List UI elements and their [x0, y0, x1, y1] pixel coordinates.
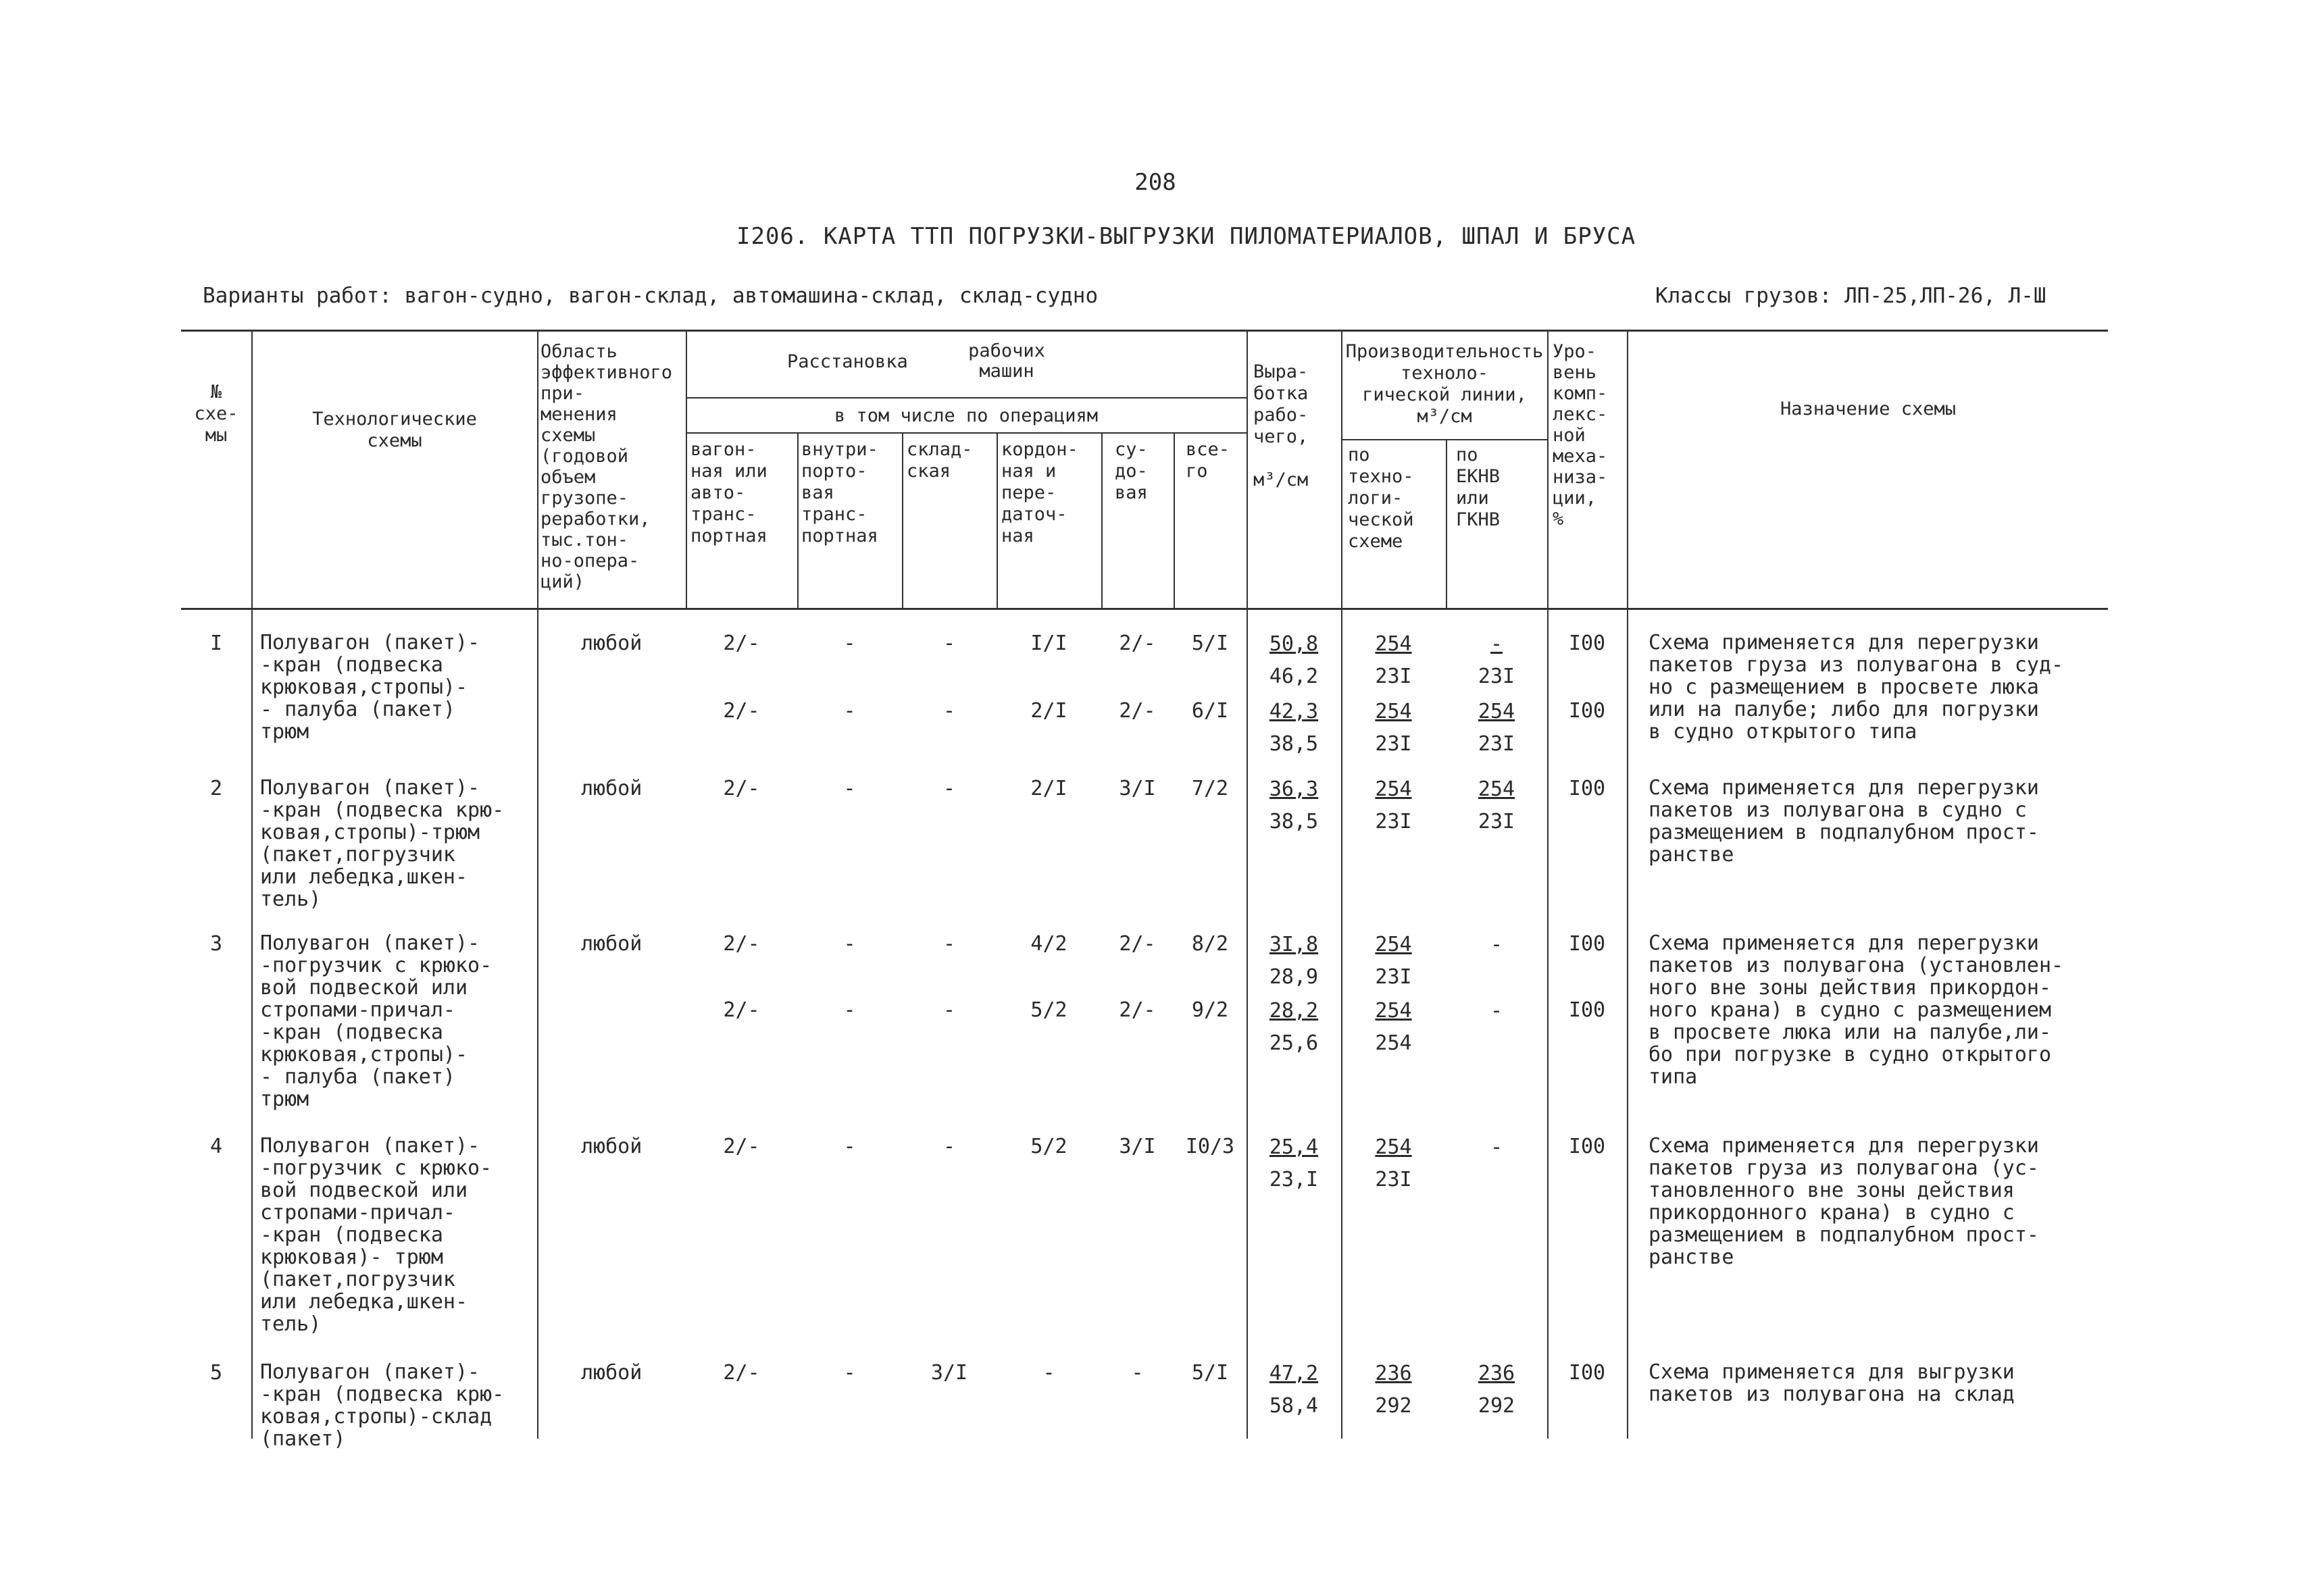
- scheme-description: Полувагон (пакет)- -кран (подвеска крю- ковая,стропы)-склад (пакет): [260, 1360, 505, 1451]
- cargo-classes: Классы грузов: ЛП-25,ЛП-26, Л-Ш: [1655, 284, 2046, 308]
- productivity-ekhv: 254 23I: [1478, 777, 1515, 833]
- mech-level: I00: [1568, 777, 1606, 800]
- header-subrule: [686, 432, 1247, 434]
- header-prod-ekhv: по ЕКНВ или ГКНВ: [1456, 444, 1501, 530]
- op-warehouse: -: [942, 632, 956, 655]
- op-port: -: [843, 777, 856, 800]
- output-value: 3I,8 28,9: [1269, 933, 1319, 989]
- op-total: 9/2: [1191, 998, 1229, 1022]
- header-placement: Расстановка: [787, 351, 908, 372]
- op-ship: 2/-: [1119, 699, 1156, 723]
- mech-level: I00: [1568, 699, 1606, 723]
- output-value: 50,8 46,2: [1269, 632, 1319, 688]
- productivity-ekhv: -: [1490, 933, 1503, 956]
- header-area: Область эффективного при- менения схемы (годовой объем грузопе- реработки, тыс.тон- но-опера- ций): [540, 341, 673, 592]
- header-op-warehouse: склад- ская: [907, 439, 973, 482]
- column-divider: [797, 432, 799, 608]
- column-divider: [902, 432, 903, 608]
- row-number: 2: [209, 777, 223, 800]
- header-op-total: все- го: [1186, 439, 1230, 482]
- column-divider: [686, 331, 687, 608]
- op-wagon: 2/-: [723, 699, 760, 723]
- area-value: любой: [581, 932, 643, 956]
- scheme-description: Полувагон (пакет)- -кран (подвеска крю- ковая,стропы)-трюм (пакет,погрузчик или лебедка,шкен- тель): [260, 776, 505, 911]
- column-divider: [537, 331, 538, 1439]
- column-divider: [1627, 331, 1628, 1439]
- mech-level: I00: [1568, 998, 1606, 1022]
- header-output: Выра- ботка рабо- чего, м³/см: [1253, 361, 1309, 490]
- op-berth: -: [1042, 1361, 1055, 1385]
- row-number: 5: [209, 1361, 223, 1385]
- productivity-ekhv: - 23I: [1478, 632, 1515, 688]
- purpose-text: Схема применяется для перегрузки пакетов из полувагона в судно с размещением в подпалубном прост- ранстве: [1649, 776, 2039, 867]
- productivity-ekhv: 236 292: [1478, 1362, 1515, 1418]
- row-number: 4: [209, 1135, 223, 1158]
- row-number: I: [209, 632, 223, 655]
- column-divider: [251, 331, 253, 1439]
- header-placement-sub: рабочих машин: [968, 340, 1045, 382]
- output-value: 28,2 25,6: [1269, 999, 1319, 1055]
- op-berth: 2/I: [1030, 699, 1067, 723]
- op-wagon: 2/-: [723, 998, 760, 1022]
- header-scheme-no: № схе- мы: [194, 382, 238, 446]
- mech-level: I00: [1568, 932, 1606, 956]
- header-productivity: Производительность техноло- гической линии, м³/см: [1345, 341, 1544, 427]
- mech-level: I00: [1568, 632, 1606, 655]
- productivity-scheme: 254 23I: [1375, 632, 1412, 688]
- op-berth: 4/2: [1030, 932, 1067, 956]
- op-total: I0/3: [1185, 1135, 1235, 1158]
- op-warehouse: -: [942, 1135, 956, 1158]
- op-warehouse: -: [942, 932, 956, 956]
- op-berth: 5/2: [1030, 998, 1067, 1022]
- purpose-text: Схема применяется для перегрузки пакетов груза из полувагона (ус- тановленного вне зоны действия прикордонного крана) в судно с размещением в подпалубном прост- ранстве: [1649, 1134, 2039, 1269]
- op-port: -: [843, 632, 856, 655]
- column-divider: [997, 432, 998, 608]
- scheme-description: Полувагон (пакет)- -погрузчик с крюко- вой подвеской или стропами-причал- -кран (подвеска крюковая)- трюм (пакет,погрузчик или лебедка,шкен- тель): [260, 1134, 493, 1336]
- op-wagon: 2/-: [723, 1361, 760, 1385]
- area-value: любой: [581, 1361, 643, 1385]
- output-value: 42,3 38,5: [1269, 700, 1319, 756]
- op-ship: 2/-: [1119, 998, 1156, 1022]
- header-subrule: [686, 397, 1247, 398]
- column-divider: [1341, 331, 1342, 1439]
- area-value: любой: [581, 777, 643, 800]
- productivity-ekhv: 254 23I: [1478, 700, 1515, 756]
- mech-level: I00: [1568, 1135, 1606, 1158]
- purpose-text: Схема применяется для перегрузки пакетов из полувагона (установлен- ного вне зоны действия прикордон- ного крана) в судно с размещением в просвете люка или на палубе,ли- бо при погрузке в судно открытого типа: [1649, 931, 2064, 1089]
- op-ship: 2/-: [1119, 632, 1156, 655]
- productivity-ekhv: -: [1490, 1135, 1503, 1159]
- column-divider: [1446, 439, 1447, 608]
- op-berth: 2/I: [1030, 777, 1067, 800]
- header-op-wagon: вагон- ная или авто- транс- портная: [690, 439, 768, 546]
- op-wagon: 2/-: [723, 632, 760, 655]
- productivity-scheme: 254 23I: [1375, 1135, 1412, 1191]
- productivity-scheme: 254 254: [1375, 999, 1412, 1055]
- scheme-description: Полувагон (пакет)- -погрузчик с крюко- вой подвеской или стропами-причал- -кран (подвеска крюковая,стропы)- - палуба (пакет) трюм: [260, 931, 493, 1111]
- header-prod-scheme: по техно- логи- ческой схеме: [1348, 444, 1414, 552]
- header-subrule: [1341, 439, 1547, 440]
- output-value: 25,4 23,I: [1269, 1135, 1319, 1191]
- op-warehouse: 3/I: [930, 1361, 968, 1385]
- column-divider: [1547, 331, 1549, 1439]
- output-value: 47,2 58,4: [1269, 1362, 1319, 1418]
- op-ship: 3/I: [1119, 1135, 1156, 1158]
- header-mech-level: Уро- вень комп- лекс- ной меха- низа- ции, %: [1553, 341, 1608, 530]
- document-title: I206. КАРТА ТТП ПОГРУЗКИ-ВЫГРУЗКИ ПИЛОМАТЕРИАЛОВ, ШПАЛ И БРУСА: [736, 223, 1636, 250]
- op-port: -: [843, 932, 856, 956]
- column-divider: [1101, 432, 1103, 608]
- area-value: любой: [581, 1135, 643, 1158]
- op-port: -: [843, 1135, 856, 1158]
- work-variants: Варианты работ: вагон-судно, вагон-склад, автомашина-склад, склад-судно: [203, 284, 1099, 308]
- op-ship: 2/-: [1119, 932, 1156, 956]
- op-ship: -: [1131, 1361, 1144, 1385]
- op-port: -: [843, 699, 856, 723]
- page-number: 208: [1134, 169, 1176, 196]
- header-incl-ops: в том числе по операциям: [834, 405, 1099, 426]
- column-divider: [1174, 432, 1175, 608]
- area-value: любой: [581, 632, 643, 655]
- scheme-description: Полувагон (пакет)- -кран (подвеска крюковая,стропы)- - палуба (пакет) трюм: [260, 631, 480, 744]
- header-op-port: внутри- порто- вая транс- портная: [801, 439, 878, 546]
- productivity-scheme: 254 23I: [1375, 933, 1412, 989]
- column-divider: [1247, 331, 1248, 1439]
- header-op-berth: кордон- ная и пере- даточ- ная: [1001, 439, 1078, 546]
- op-wagon: 2/-: [723, 777, 760, 800]
- purpose-text: Схема применяется для перегрузки пакетов груза из полувагона в суд- но с размещением в просвете люка или на палубе; либо для погрузки в судно открытого типа: [1649, 631, 2064, 744]
- header-bottom-rule: [181, 608, 2108, 610]
- productivity-scheme: 254 23I: [1375, 700, 1412, 756]
- productivity-ekhv: -: [1490, 999, 1503, 1023]
- output-value: 36,3 38,5: [1269, 777, 1319, 833]
- op-warehouse: -: [942, 699, 956, 723]
- purpose-text: Схема применяется для выгрузки пакетов из полувагона на склад: [1649, 1360, 2015, 1406]
- mech-level: I00: [1568, 1361, 1606, 1385]
- row-number: 3: [209, 932, 223, 956]
- header-purpose: Назначение схемы: [1780, 398, 1957, 419]
- op-berth: I/I: [1030, 632, 1067, 655]
- op-total: 5/I: [1191, 632, 1229, 655]
- op-total: 8/2: [1191, 932, 1229, 956]
- op-port: -: [843, 998, 856, 1022]
- op-warehouse: -: [942, 777, 956, 800]
- op-total: 6/I: [1191, 699, 1229, 723]
- productivity-scheme: 236 292: [1375, 1362, 1412, 1418]
- op-wagon: 2/-: [723, 1135, 760, 1158]
- op-berth: 5/2: [1030, 1135, 1067, 1158]
- op-warehouse: -: [942, 998, 956, 1022]
- header-top-rule: [181, 330, 2108, 332]
- header-tech-schemes: Технологические схемы: [312, 409, 477, 451]
- op-total: 7/2: [1191, 777, 1229, 800]
- header-op-ship: су- до- вая: [1115, 439, 1148, 503]
- op-ship: 3/I: [1119, 777, 1156, 800]
- op-wagon: 2/-: [723, 932, 760, 956]
- op-port: -: [843, 1361, 856, 1385]
- productivity-scheme: 254 23I: [1375, 777, 1412, 833]
- op-total: 5/I: [1191, 1361, 1229, 1385]
